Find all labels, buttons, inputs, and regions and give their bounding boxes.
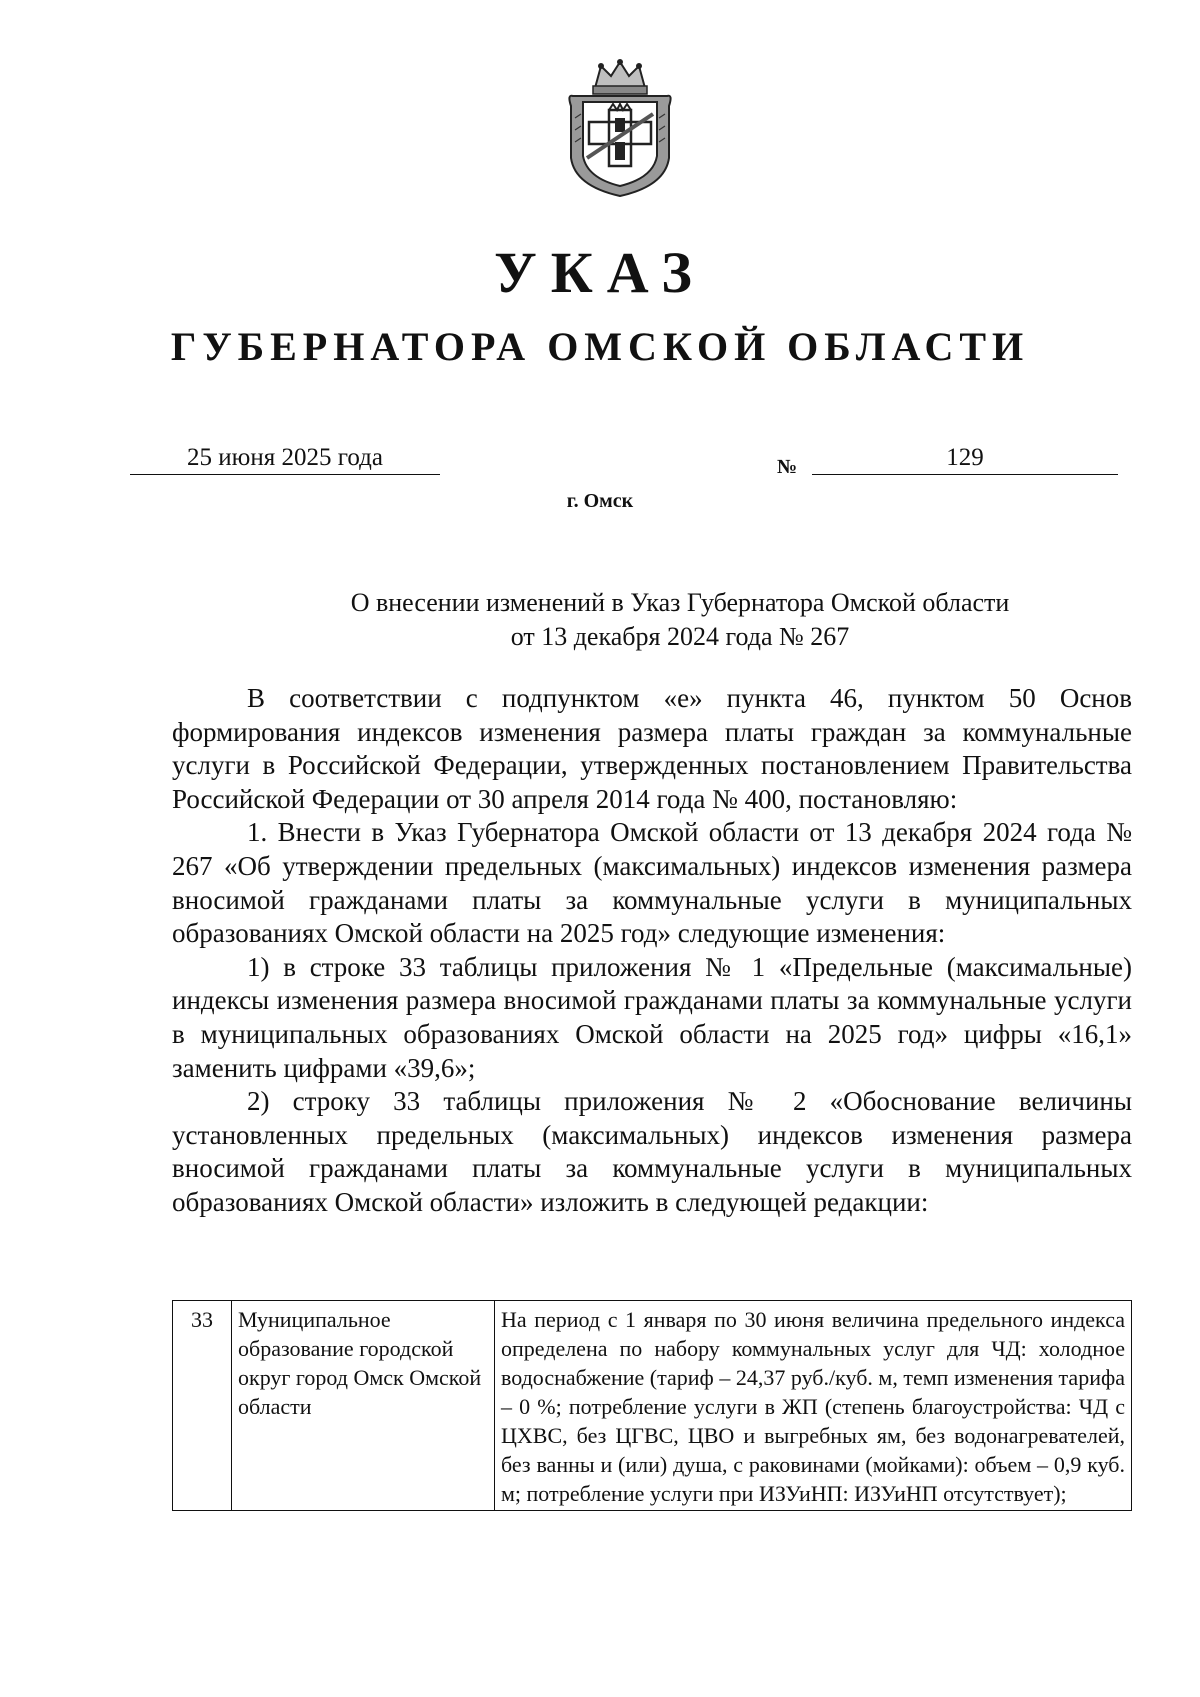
amendment-table bbox=[172, 1300, 1132, 1511]
omsk-coat-of-arms-icon bbox=[565, 58, 675, 198]
document-city: г. Омск bbox=[566, 490, 634, 512]
paragraph-subitem-1: 1) в строке 33 таблицы приложения № 1 «Предельные (максимальные) индексы изменения размера вносимой гражданами платы за коммунальные услуги в муниципальных образованиях Омской области на 2025 год» цифры «16,1» заменить цифрами «39,6»; bbox=[172, 951, 1132, 1083]
document-number: 129 bbox=[812, 442, 1118, 475]
document-subject bbox=[300, 586, 1060, 654]
paragraph-subitem-2: 2) строку 33 таблицы приложения № 2 «Обоснование величины установленных предельных (максимальных) индексов изменения размера вносимой гражданами платы за коммунальные услуги в муниципальных образованиях Омской области» изложить в следующей редакции: bbox=[172, 1086, 1132, 1217]
document-date: 25 июня 2025 года bbox=[130, 442, 440, 475]
document-title: УКАЗ bbox=[494, 240, 706, 305]
paragraph-preamble: В соответствии с подпунктом «е» пункта 46, пунктом 50 Основ формирования индексов изменения размера платы граждан за коммунальные услуги в Российской Федерации, утвержденных постановлением Правительства Российской Федерации от 30 апреля 2014 года № 400, постановляю: bbox=[172, 683, 1132, 814]
subject-line-2: от 13 декабря 2024 года № 267 bbox=[510, 622, 850, 651]
subject-line-1: О внесении изменений в Указ Губернатора Омской области bbox=[350, 588, 1010, 617]
number-sign: № bbox=[777, 456, 798, 478]
table-row bbox=[173, 1301, 1132, 1511]
document-issuer: ГУБЕРНАТОРА ОМСКОЙ ОБЛАСТИ bbox=[170, 324, 1030, 369]
paragraph-item-1: 1. Внести в Указ Губернатора Омской области от 13 декабря 2024 года № 267 «Об утверждении предельных (максимальных) индексов изменения размера вносимой гражданами платы за коммунальные услуги в муниципальных образованиях Омской области на 2025 год» следующие изменения: bbox=[172, 817, 1132, 949]
document-body bbox=[172, 682, 1132, 1220]
municipality-cell: Муниципальное образование городской округ город Омск Омской области bbox=[232, 1301, 495, 1511]
justification-cell: На период с 1 января по 30 июня величина предельного индекса определена по набору коммунальных услуг для ЧД: холодное водоснабжение (тариф – 24,37 руб./куб. м, темп изменения тарифа – 0 %; потребление услуги в ЖП (степень благоустройства: ЧД с ЦХВС, без ЦГВС, ЦВО и выгребных ям, без водонагревателей, без ванны и (или) душа, с раковинами (мойками): объем – 0,9 куб. м; потребление услуги при ИЗУиНП: ИЗУиНП отсутствует); bbox=[495, 1301, 1132, 1511]
row-number-cell: 33 bbox=[173, 1301, 232, 1511]
